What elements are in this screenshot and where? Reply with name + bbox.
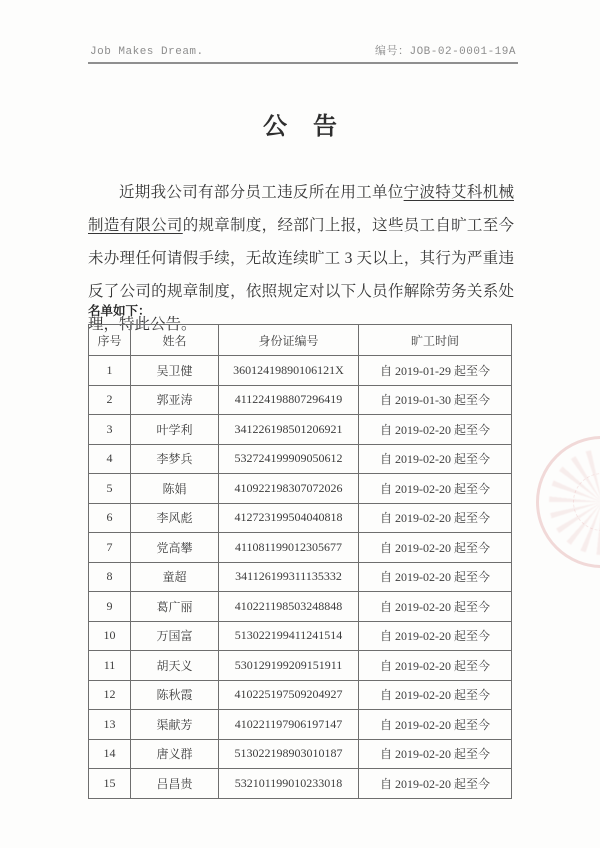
table-row xyxy=(89,739,512,769)
table-row xyxy=(89,651,512,681)
paragraph-rest: 的规章制度，经部门上报，这些员工自旷工至今未办理任何请假手续，无故连续旷工 3 天以上，其行为严重违反了公司的规章制度，依照规定对以下人员作解除劳务关系处理，特此公告。 xyxy=(88,217,514,333)
table-column-header: 序号 xyxy=(89,325,131,356)
table-cell: 自 2019-02-20 起至今 xyxy=(359,710,512,740)
table-column-header: 旷工时间 xyxy=(359,325,512,356)
table-row xyxy=(89,444,512,474)
table-row xyxy=(89,592,512,622)
table-cell: 唐义群 xyxy=(131,739,219,769)
table-row xyxy=(89,710,512,740)
company-name: 宁波特艾科机械制造有限公司 xyxy=(88,184,514,234)
table-cell: 10 xyxy=(89,621,131,651)
table-cell: 自 2019-01-30 起至今 xyxy=(359,385,512,415)
table-row xyxy=(89,415,512,445)
table-cell: 自 2019-02-20 起至今 xyxy=(359,651,512,681)
table-cell: 410225197509204927 xyxy=(219,680,359,710)
table-cell: 411081199012305677 xyxy=(219,533,359,563)
table-cell: 胡天义 xyxy=(131,651,219,681)
table-cell: 自 2019-02-20 起至今 xyxy=(359,415,512,445)
table-cell: 李梦兵 xyxy=(131,444,219,474)
table-cell: 36012419890106121X xyxy=(219,356,359,386)
table-row xyxy=(89,562,512,592)
table-cell: 郭亚涛 xyxy=(131,385,219,415)
table-cell: 13 xyxy=(89,710,131,740)
table-cell: 410221197906197147 xyxy=(219,710,359,740)
table-cell: 自 2019-02-20 起至今 xyxy=(359,444,512,474)
table-row xyxy=(89,680,512,710)
table-body xyxy=(89,356,512,799)
table-cell: 410922198307072026 xyxy=(219,474,359,504)
table-cell: 8 xyxy=(89,562,131,592)
table-cell: 自 2019-01-29 起至今 xyxy=(359,356,512,386)
dismissal-table xyxy=(88,324,512,799)
doc-number-value: JOB-02-0001-19A xyxy=(409,46,516,58)
doc-number xyxy=(375,42,516,58)
table-cell: 自 2019-02-20 起至今 xyxy=(359,739,512,769)
table-row xyxy=(89,385,512,415)
table-row xyxy=(89,356,512,386)
table-cell: 9 xyxy=(89,592,131,622)
table-cell: 自 2019-02-20 起至今 xyxy=(359,621,512,651)
table-cell: 自 2019-02-20 起至今 xyxy=(359,592,512,622)
table-cell: 12 xyxy=(89,680,131,710)
table-cell: 14 xyxy=(89,739,131,769)
table-row xyxy=(89,503,512,533)
table-cell: 自 2019-02-20 起至今 xyxy=(359,769,512,799)
announcement-paragraph xyxy=(88,176,514,341)
table-cell: 葛广丽 xyxy=(131,592,219,622)
table-cell: 万国富 xyxy=(131,621,219,651)
table-cell: 7 xyxy=(89,533,131,563)
table-column-header: 姓名 xyxy=(131,325,219,356)
document-header xyxy=(90,42,516,58)
table-cell: 2 xyxy=(89,385,131,415)
table-head-row xyxy=(89,325,512,356)
table-cell: 自 2019-02-20 起至今 xyxy=(359,680,512,710)
table-cell: 吕昌贵 xyxy=(131,769,219,799)
header-divider xyxy=(88,62,518,64)
table-cell: 自 2019-02-20 起至今 xyxy=(359,533,512,563)
table-cell: 513022199411241514 xyxy=(219,621,359,651)
table-cell: 渠献芳 xyxy=(131,710,219,740)
table-cell: 李风彪 xyxy=(131,503,219,533)
red-seal-stamp xyxy=(536,436,600,568)
table-row xyxy=(89,474,512,504)
table-cell: 吴卫健 xyxy=(131,356,219,386)
table-cell: 513022198903010187 xyxy=(219,739,359,769)
table-column-header: 身份证编号 xyxy=(219,325,359,356)
table-row xyxy=(89,533,512,563)
table-cell: 自 2019-02-20 起至今 xyxy=(359,503,512,533)
table-cell: 11 xyxy=(89,651,131,681)
table-cell: 15 xyxy=(89,769,131,799)
doc-number-label: 编号： xyxy=(374,46,410,58)
table-cell: 自 2019-02-20 起至今 xyxy=(359,562,512,592)
table-cell: 5 xyxy=(89,474,131,504)
paragraph-lead: 近期我公司有部分员工违反所在用工单位 xyxy=(119,184,404,201)
table-cell: 412723199504040818 xyxy=(219,503,359,533)
table-row xyxy=(89,621,512,651)
table-cell: 自 2019-02-20 起至今 xyxy=(359,474,512,504)
table-cell: 陈秋霞 xyxy=(131,680,219,710)
table-cell: 3 xyxy=(89,415,131,445)
list-label: 名单如下： xyxy=(88,304,151,318)
table-cell: 陈娟 xyxy=(131,474,219,504)
table-cell: 童超 xyxy=(131,562,219,592)
table-cell: 1 xyxy=(89,356,131,386)
table-cell: 411224198807296419 xyxy=(219,385,359,415)
table-cell: 410221198503248848 xyxy=(219,592,359,622)
table-cell: 4 xyxy=(89,444,131,474)
table-cell: 党高攀 xyxy=(131,533,219,563)
table-cell: 6 xyxy=(89,503,131,533)
table-cell: 341126199311135332 xyxy=(219,562,359,592)
table-cell: 341226198501206921 xyxy=(219,415,359,445)
table-cell: 532101199010233018 xyxy=(219,769,359,799)
page-title: 公 告 xyxy=(263,114,347,140)
header-slogan: Job Makes Dream. xyxy=(90,46,204,58)
table-cell: 532724199909050612 xyxy=(219,444,359,474)
table-cell: 530129199209151911 xyxy=(219,651,359,681)
table-row xyxy=(89,769,512,799)
table-cell: 叶学利 xyxy=(131,415,219,445)
